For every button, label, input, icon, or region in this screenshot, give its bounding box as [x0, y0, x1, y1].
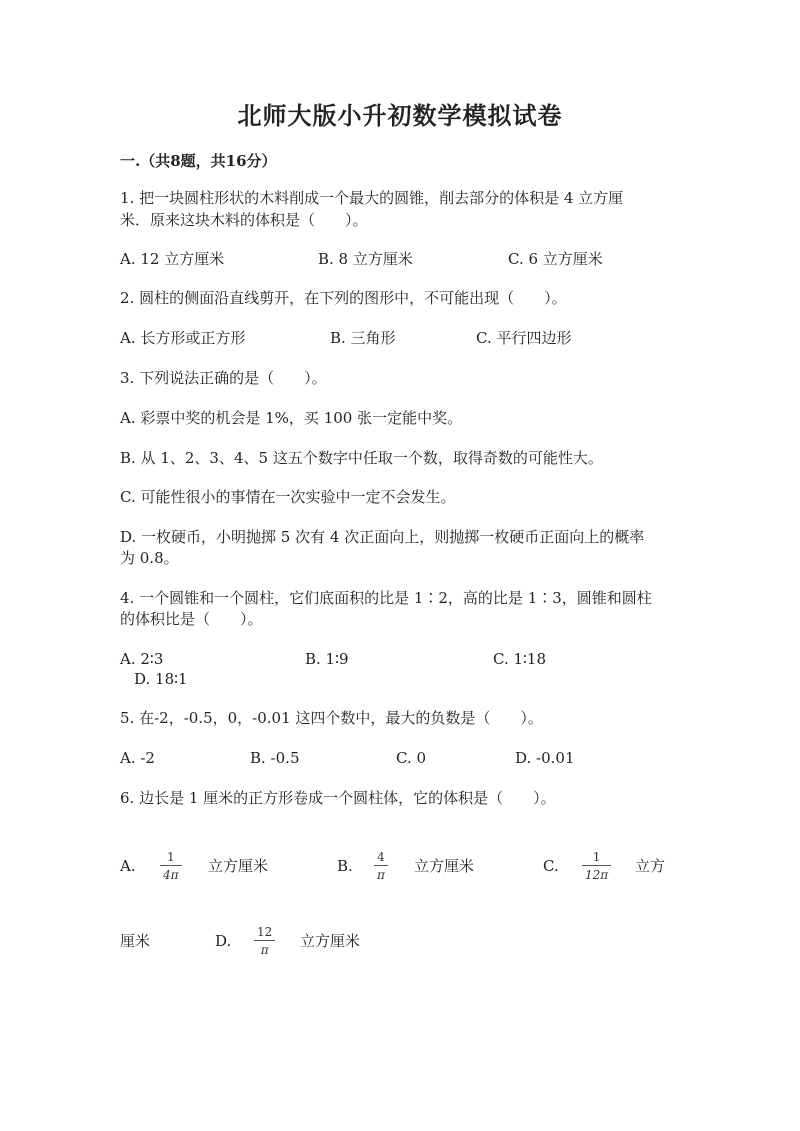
question-6-option-d-label: D. — [215, 932, 232, 950]
question-5-option-c: C. 0 — [396, 749, 427, 767]
fraction-numerator: 4 — [377, 850, 385, 864]
question-1-option-c: C. 6 立方厘米 — [508, 250, 603, 268]
question-2-option-b: B. 三角形 — [330, 329, 396, 347]
question-3-text: 3. 下列说法正确的是（ ）。 — [120, 369, 327, 387]
question-6-option-d-fraction — [254, 925, 275, 957]
question-6-option-b-label: B. — [337, 857, 353, 875]
question-6-option-d-unit: 立方厘米 — [300, 932, 361, 950]
question-2-text: 2. 圆柱的侧面沿直线剪开，在下列的图形中，不可能出现（ ）。 — [120, 289, 567, 307]
question-5-option-a: A. -2 — [120, 749, 155, 767]
fraction-denominator: 4π — [163, 868, 179, 882]
question-4-option-d: D. 18∶1 — [134, 670, 188, 688]
fraction-numerator: 1 — [592, 850, 601, 864]
question-5-option-d: D. -0.01 — [515, 749, 575, 767]
question-6-option-c-label: C. — [543, 857, 559, 875]
question-3-option-c: C. 可能性很小的事情在一次实验中一定不会发生。 — [120, 488, 456, 506]
question-5-option-b: B. -0.5 — [250, 749, 300, 767]
question-3-option-d-line1: D. 一枚硬币，小明抛掷 5 次有 4 次正面向上，则抛掷一枚硬币正面向上的概率 — [120, 528, 645, 546]
page-title: 北师大版小升初数学模拟试卷 — [237, 101, 563, 130]
question-6-option-c-unit-part2: 厘米 — [120, 932, 151, 950]
fraction-numerator: 1 — [166, 850, 175, 864]
question-6-option-a-unit: 立方厘米 — [208, 857, 269, 875]
question-6-option-c-unit-part1: 立方 — [635, 857, 666, 875]
question-6-option-a-label: A. — [120, 857, 136, 875]
question-6-text: 6. 边长是 1 厘米的正方形卷成一个圆柱体，它的体积是（ ）。 — [120, 789, 556, 807]
question-1-option-a: A. 12 立方厘米 — [120, 250, 225, 268]
fraction-denominator: 12π — [585, 868, 609, 882]
question-3-option-b: B. 从 1、2、3、4、5 这五个数字中任取一个数，取得奇数的可能性大。 — [120, 449, 603, 467]
question-3-option-d-line2: 为 0.8。 — [120, 549, 179, 567]
section-heading: 一.（共8题，共16分） — [120, 152, 277, 170]
question-4-text-line1: 4. 一个圆锥和一个圆柱，它们底面积的比是 1∶2，高的比是 1∶3，圆锥和圆柱 — [120, 589, 652, 607]
question-5-text: 5. 在-2，-0.5，0，-0.01 这四个数中，最大的负数是（ ）。 — [120, 709, 543, 727]
question-1-text-line2: 米．原来这块木料的体积是（ ）。 — [120, 211, 368, 229]
fraction-denominator: π — [377, 868, 385, 882]
question-2-option-c: C. 平行四边形 — [476, 329, 572, 347]
question-6-option-a-fraction — [160, 850, 182, 882]
question-6-option-c-fraction — [582, 850, 611, 882]
question-6-option-b-fraction — [374, 850, 388, 882]
question-6-option-b-unit: 立方厘米 — [414, 857, 475, 875]
question-1-option-b: B. 8 立方厘米 — [318, 250, 413, 268]
question-2-option-a: A. 长方形或正方形 — [120, 329, 246, 347]
question-4-option-b: B. 1∶9 — [305, 650, 349, 668]
fraction-numerator: 12 — [257, 925, 273, 939]
fraction-denominator: π — [260, 943, 269, 957]
question-1-text-line1: 1. 把一块圆柱形状的木料削成一个最大的圆锥，削去部分的体积是 4 立方厘 — [120, 189, 624, 207]
question-4-option-c: C. 1∶18 — [493, 650, 547, 668]
question-3-option-a: A. 彩票中奖的机会是 1%，买 100 张一定能中奖。 — [120, 409, 463, 427]
question-4-option-a: A. 2∶3 — [120, 650, 164, 668]
question-4-text-line2: 的体积比是（ ）。 — [120, 610, 263, 628]
